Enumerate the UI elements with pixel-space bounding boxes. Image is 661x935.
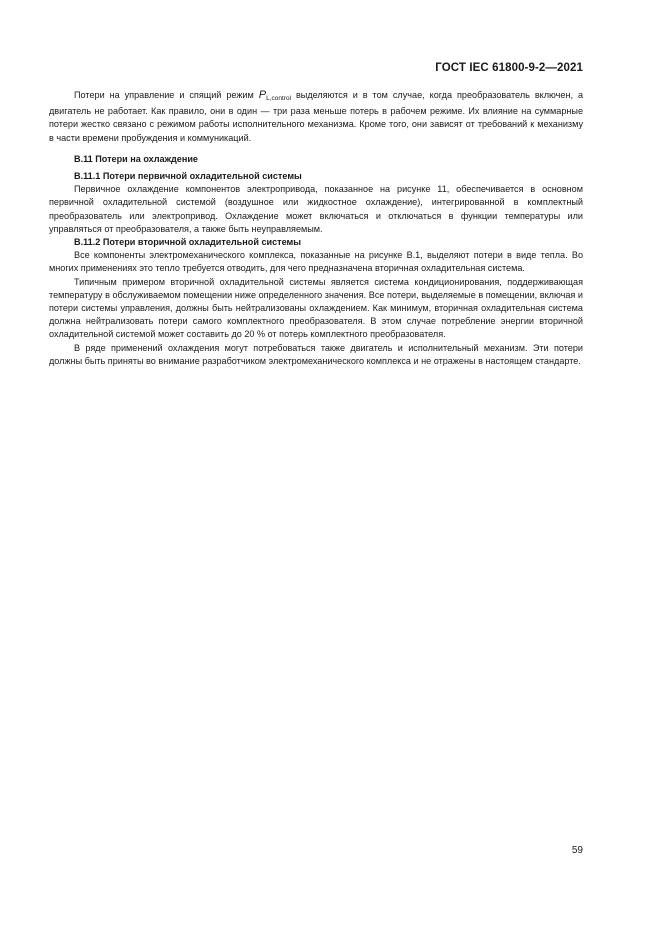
page-number: 59 bbox=[571, 845, 583, 856]
section-b112-paragraph-3: В ряде применений охлаждения могут потребоваться также двигатель и исполнительный механизм. Эти потери должны быть приняты во внимание разработчиком электромеханического комплекса и не отражены в настоящем стандарте. bbox=[49, 342, 583, 366]
intro-text-before-symbol: Потери на управление и спящий режим bbox=[74, 90, 259, 100]
section-b111-paragraph: Первичное охлаждение компонентов электропривода, показанное на рисунке 11, обеспечивается в основном первичной охладительной системой (воздушное или жидкостное охлаждение), интегрированной в комплектный преобразователь или электропривод. Охлаждение может включаться и отключаться в функции температуры или управляться от преобразователя, а также быть неуправляемым. bbox=[49, 184, 583, 234]
section-b111-heading: B.11.1 Потери первичной охладительной системы bbox=[74, 171, 302, 182]
intro-paragraph bbox=[49, 89, 583, 145]
section-b112-paragraph-1: Все компоненты электромеханического комплекса, показанные на рисунке B.1, выделяют потери в виде тепла. Во многих применениях это тепло требуется отводить, для чего предназначена вторичная охладительная система. bbox=[49, 250, 583, 274]
section-b112-heading: B.11.2 Потери вторичной охладительной системы bbox=[74, 237, 302, 248]
page-body bbox=[49, 89, 583, 368]
power-loss-symbol-subscript: L,control bbox=[266, 95, 292, 102]
standard-code-header: ГОСТ IEC 61800-9-2—2021 bbox=[435, 62, 583, 74]
section-b112-paragraph-2: Типичным примером вторичной охладительной системы является система кондиционирования, поддерживающая температуру в обслуживаемом помещении ниже определенного значения. Все потери, выделяемые в помещении, включая и потери системы управления, должны быть нейтрализованы охлаждением. Как минимум, вторичная охладительная система должна нейтрализовать потери самого комплектного преобразователя. В этом случае потребление энергии вторичной охладительной системой может составить до 20 % от потерь комплектного преобразователя. bbox=[49, 276, 583, 340]
power-loss-symbol: P bbox=[258, 89, 267, 101]
section-b11-heading: B.11 Потери на охлаждение bbox=[74, 153, 198, 164]
intro-text-after-symbol: выделяются и в том случае, когда преобразователь включен, а двигатель не работает. Как правило, они в один — три раза меньше потерь в рабочем режиме. Их влияние на суммарные потери жестко связано с режимом работы исполнительного механизма. Кроме того, они зависят от требований к механизму в части времени пробуждения и коммуникаций. bbox=[49, 90, 584, 143]
